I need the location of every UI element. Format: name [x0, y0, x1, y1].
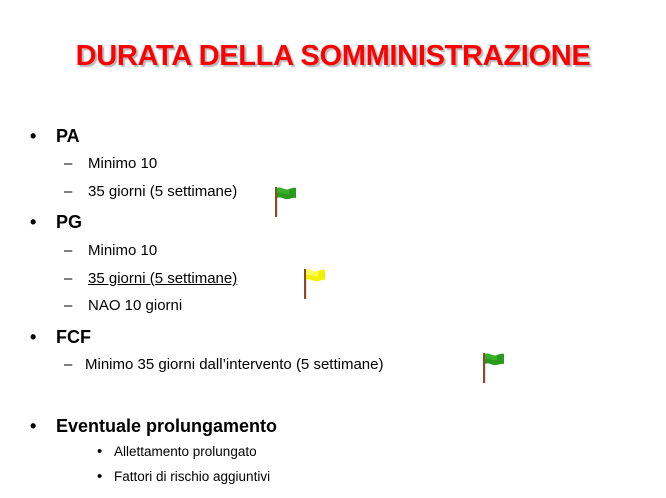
section-heading-pa: PA — [56, 126, 80, 146]
bullet: • — [97, 443, 103, 460]
bullet: • — [30, 416, 37, 436]
green-flag-icon — [273, 185, 297, 217]
item-text: Minimo 10 — [88, 155, 158, 172]
item-text: Fattori di rischio aggiuntivi — [114, 469, 271, 484]
section-heading-fcf: FCF — [56, 327, 91, 347]
green-flag-icon — [481, 351, 505, 383]
bullet: • — [97, 468, 103, 485]
bullet: • — [30, 327, 37, 347]
bullet: • — [30, 212, 37, 232]
dash: – — [64, 270, 73, 287]
dash: – — [64, 183, 73, 200]
bullet: • — [30, 126, 37, 146]
item-text: Minimo 10 — [88, 242, 158, 259]
dash: – — [64, 155, 73, 172]
section-heading-pg: PG — [56, 212, 83, 232]
item-text: 35 giorni (5 settimane) — [88, 183, 238, 200]
dash: – — [64, 297, 73, 314]
dash: – — [64, 356, 73, 373]
dash: – — [64, 242, 73, 259]
section-heading-prolungamento: Eventuale prolungamento — [56, 416, 278, 436]
item-text: Allettamento prolungato — [114, 444, 257, 459]
slide-title: DURATA DELLA SOMMINISTRAZIONE — [75, 40, 591, 72]
item-text: 35 giorni (5 settimane) — [88, 270, 238, 287]
yellow-flag-icon — [302, 267, 326, 299]
item-text: Minimo 35 giorni dall’intervento (5 settimane) — [85, 356, 384, 373]
item-text: NAO 10 giorni — [88, 297, 183, 314]
